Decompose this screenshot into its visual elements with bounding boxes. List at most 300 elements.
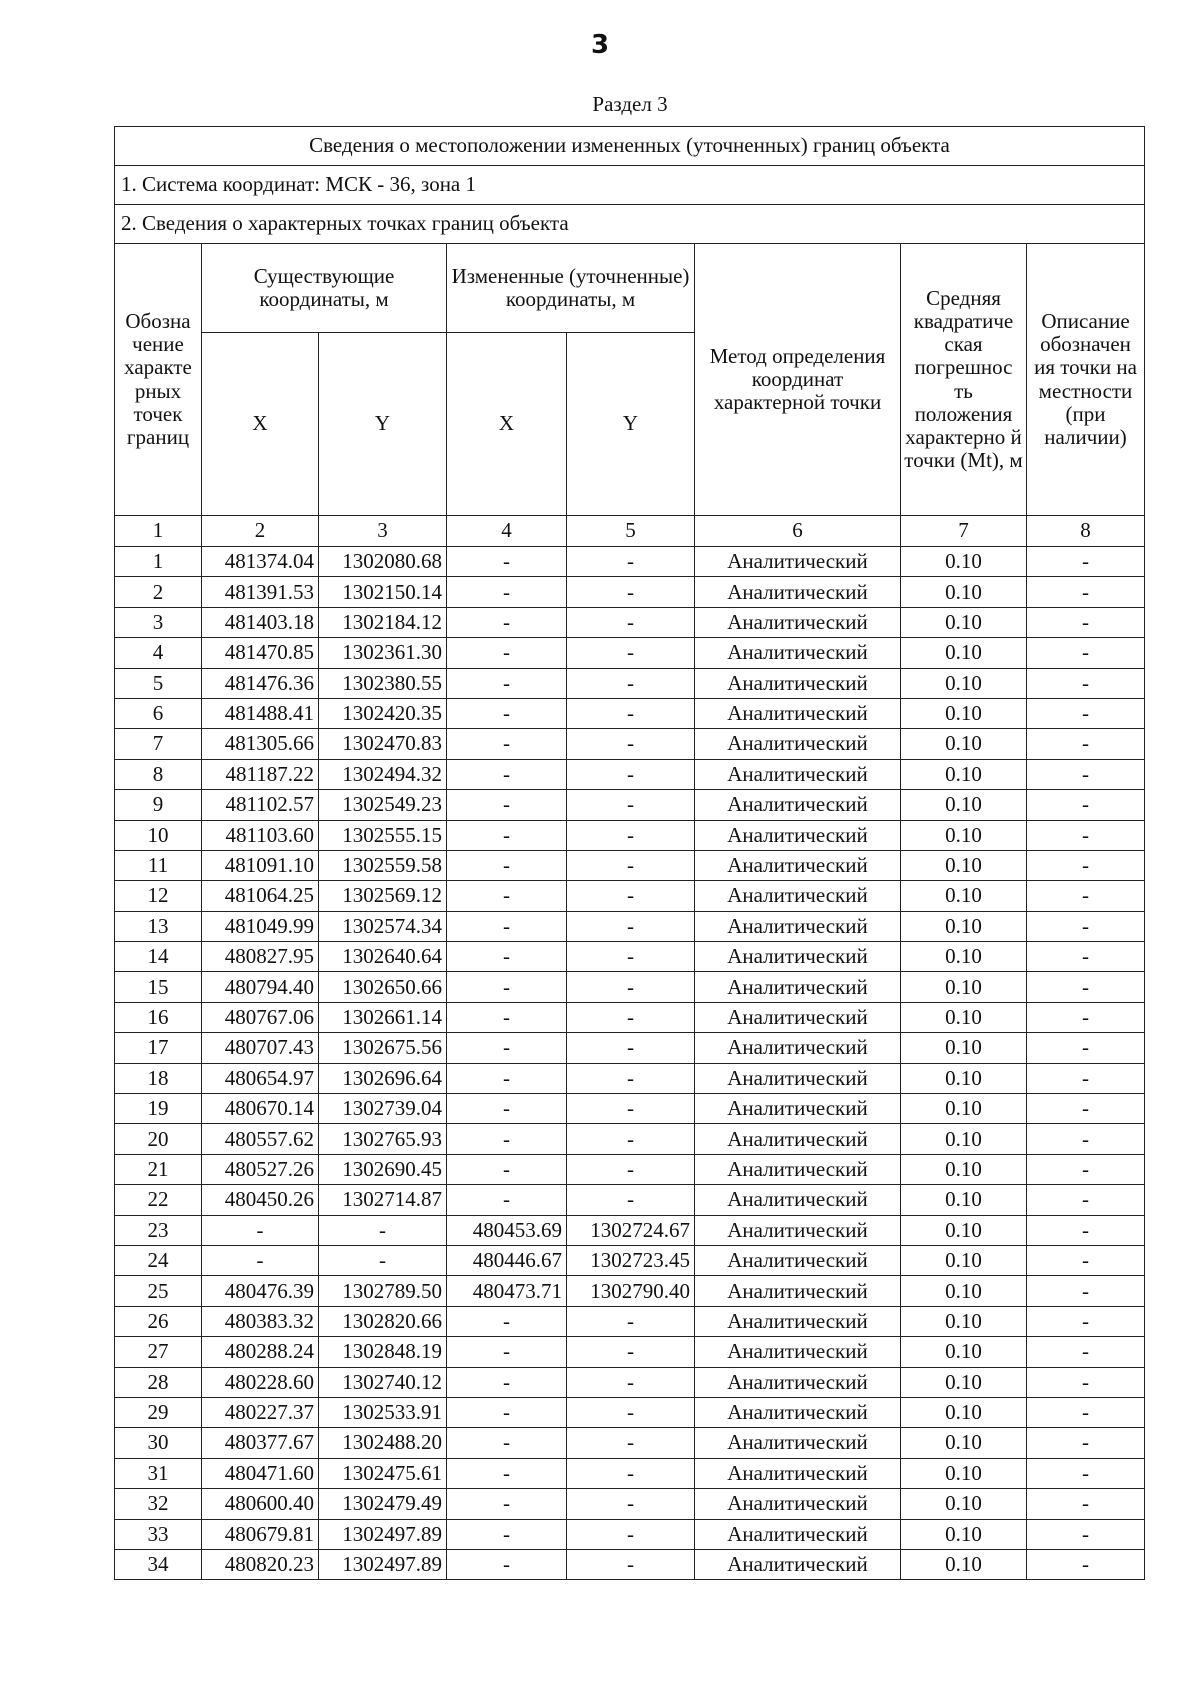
changed-y-cell: - [567, 1549, 695, 1579]
point-number-cell: 33 [115, 1519, 202, 1549]
point-number-cell: 21 [115, 1154, 202, 1184]
changed-y-cell: - [567, 1428, 695, 1458]
changed-x-cell: - [447, 1002, 567, 1032]
method-cell: Аналитический [695, 1489, 901, 1519]
description-cell: - [1027, 1215, 1145, 1245]
table-row [115, 547, 1145, 577]
error-cell: 0.10 [901, 607, 1027, 637]
table-row [115, 1519, 1145, 1549]
existing-y-cell: 1302420.35 [319, 698, 447, 728]
existing-y-cell: 1302184.12 [319, 607, 447, 637]
description-cell: - [1027, 1428, 1145, 1458]
table-row [115, 911, 1145, 941]
existing-y-cell: 1302739.04 [319, 1094, 447, 1124]
changed-y-cell: - [567, 638, 695, 668]
changed-y-cell: - [567, 911, 695, 941]
existing-x-cell: 480471.60 [202, 1458, 319, 1488]
existing-x-cell: 481187.22 [202, 759, 319, 789]
changed-x-cell: - [447, 729, 567, 759]
column-number: 5 [567, 516, 695, 547]
header-existing-x: X [202, 333, 319, 516]
method-cell: Аналитический [695, 1367, 901, 1397]
existing-x-cell: 480827.95 [202, 942, 319, 972]
description-cell: - [1027, 1489, 1145, 1519]
existing-y-cell: 1302475.61 [319, 1458, 447, 1488]
existing-x-cell: 481470.85 [202, 638, 319, 668]
method-cell: Аналитический [695, 1215, 901, 1245]
method-cell: Аналитический [695, 1458, 901, 1488]
column-number: 2 [202, 516, 319, 547]
existing-x-cell: 480670.14 [202, 1094, 319, 1124]
method-cell: Аналитический [695, 607, 901, 637]
existing-x-cell: 480377.67 [202, 1428, 319, 1458]
method-cell: Аналитический [695, 698, 901, 728]
method-cell: Аналитический [695, 577, 901, 607]
changed-y-cell: - [567, 1367, 695, 1397]
changed-y-cell: - [567, 1458, 695, 1488]
changed-x-cell: - [447, 881, 567, 911]
description-cell: - [1027, 1519, 1145, 1549]
error-cell: 0.10 [901, 1519, 1027, 1549]
existing-y-cell: 1302497.89 [319, 1519, 447, 1549]
existing-y-cell: 1302470.83 [319, 729, 447, 759]
table-row [115, 698, 1145, 728]
error-cell: 0.10 [901, 759, 1027, 789]
table-row [115, 1124, 1145, 1154]
description-cell: - [1027, 1185, 1145, 1215]
changed-x-cell: - [447, 1549, 567, 1579]
table-row [115, 1215, 1145, 1245]
method-cell: Аналитический [695, 638, 901, 668]
method-cell: Аналитический [695, 1337, 901, 1367]
changed-x-cell: - [447, 972, 567, 1002]
changed-y-cell: - [567, 1306, 695, 1336]
existing-y-cell: - [319, 1215, 447, 1245]
description-cell: - [1027, 577, 1145, 607]
method-cell: Аналитический [695, 1154, 901, 1184]
table-title: Сведения о местоположении измененных (уточненных) границ объекта [115, 127, 1145, 166]
existing-x-cell: 480527.26 [202, 1154, 319, 1184]
changed-x-cell: - [447, 1489, 567, 1519]
existing-y-cell: - [319, 1245, 447, 1275]
changed-x-cell: - [447, 1337, 567, 1367]
error-cell: 0.10 [901, 1306, 1027, 1336]
error-cell: 0.10 [901, 881, 1027, 911]
existing-y-cell: 1302361.30 [319, 638, 447, 668]
column-number: 3 [319, 516, 447, 547]
point-number-cell: 31 [115, 1458, 202, 1488]
existing-x-cell: 481403.18 [202, 607, 319, 637]
point-number-cell: 34 [115, 1549, 202, 1579]
header-row-top [115, 244, 1145, 333]
table-title-row [115, 127, 1145, 166]
existing-y-cell: 1302848.19 [319, 1337, 447, 1367]
header-description: Описание обозначен ия точки на местности (при наличии) [1027, 244, 1145, 516]
error-cell: 0.10 [901, 1549, 1027, 1579]
changed-y-cell: - [567, 1124, 695, 1154]
existing-x-cell: 480767.06 [202, 1002, 319, 1032]
existing-x-cell: 481103.60 [202, 820, 319, 850]
error-cell: 0.10 [901, 790, 1027, 820]
point-number-cell: 10 [115, 820, 202, 850]
table-row [115, 850, 1145, 880]
error-cell: 0.10 [901, 1458, 1027, 1488]
error-cell: 0.10 [901, 577, 1027, 607]
existing-x-cell: 480476.39 [202, 1276, 319, 1306]
header-changed-x: X [447, 333, 567, 516]
point-number-cell: 28 [115, 1367, 202, 1397]
method-cell: Аналитический [695, 1124, 901, 1154]
changed-x-cell: - [447, 759, 567, 789]
existing-y-cell: 1302559.58 [319, 850, 447, 880]
table-row [115, 820, 1145, 850]
point-number-cell: 22 [115, 1185, 202, 1215]
existing-x-cell: 481374.04 [202, 547, 319, 577]
method-cell: Аналитический [695, 668, 901, 698]
error-cell: 0.10 [901, 911, 1027, 941]
method-cell: Аналитический [695, 1245, 901, 1275]
table-row [115, 1306, 1145, 1336]
method-cell: Аналитический [695, 790, 901, 820]
point-number-cell: 11 [115, 850, 202, 880]
existing-y-cell: 1302690.45 [319, 1154, 447, 1184]
point-number-cell: 7 [115, 729, 202, 759]
description-cell: - [1027, 1337, 1145, 1367]
changed-x-cell: - [447, 577, 567, 607]
existing-y-cell: 1302533.91 [319, 1397, 447, 1427]
point-number-cell: 32 [115, 1489, 202, 1519]
existing-y-cell: 1302820.66 [319, 1306, 447, 1336]
description-cell: - [1027, 759, 1145, 789]
changed-y-cell: - [567, 1519, 695, 1549]
table-row [115, 1094, 1145, 1124]
existing-x-cell: 481391.53 [202, 577, 319, 607]
table-row [115, 1185, 1145, 1215]
coordinate-system: 1. Система координат: МСК - 36, зона 1 [115, 166, 1145, 205]
error-cell: 0.10 [901, 1276, 1027, 1306]
existing-y-cell: 1302675.56 [319, 1033, 447, 1063]
changed-x-cell: - [447, 1519, 567, 1549]
changed-x-cell: - [447, 607, 567, 637]
point-number-cell: 18 [115, 1063, 202, 1093]
changed-x-cell: 480446.67 [447, 1245, 567, 1275]
changed-x-cell: - [447, 850, 567, 880]
error-cell: 0.10 [901, 638, 1027, 668]
table-row [115, 1033, 1145, 1063]
error-cell: 0.10 [901, 729, 1027, 759]
table-body [115, 127, 1145, 1580]
description-cell: - [1027, 942, 1145, 972]
existing-x-cell: 480383.32 [202, 1306, 319, 1336]
description-cell: - [1027, 1033, 1145, 1063]
changed-y-cell: - [567, 729, 695, 759]
method-cell: Аналитический [695, 1397, 901, 1427]
changed-y-cell: - [567, 1094, 695, 1124]
description-cell: - [1027, 1397, 1145, 1427]
point-number-cell: 4 [115, 638, 202, 668]
point-number-cell: 23 [115, 1215, 202, 1245]
header-existing-y: Y [319, 333, 447, 516]
error-cell: 0.10 [901, 1397, 1027, 1427]
method-cell: Аналитический [695, 942, 901, 972]
point-number-cell: 12 [115, 881, 202, 911]
point-number-cell: 8 [115, 759, 202, 789]
changed-x-cell: - [447, 790, 567, 820]
description-cell: - [1027, 638, 1145, 668]
point-number-cell: 9 [115, 790, 202, 820]
existing-y-cell: 1302650.66 [319, 972, 447, 1002]
changed-y-cell: - [567, 820, 695, 850]
error-cell: 0.10 [901, 698, 1027, 728]
table-row [115, 1337, 1145, 1367]
error-cell: 0.10 [901, 972, 1027, 1002]
existing-x-cell: - [202, 1245, 319, 1275]
existing-x-cell: 480820.23 [202, 1549, 319, 1579]
changed-x-cell: 480453.69 [447, 1215, 567, 1245]
column-number: 7 [901, 516, 1027, 547]
point-number-cell: 19 [115, 1094, 202, 1124]
column-number: 4 [447, 516, 567, 547]
existing-x-cell: 481488.41 [202, 698, 319, 728]
table-row [115, 1367, 1145, 1397]
existing-y-cell: 1302640.64 [319, 942, 447, 972]
changed-x-cell: - [447, 1124, 567, 1154]
changed-y-cell: - [567, 1063, 695, 1093]
existing-x-cell: 480679.81 [202, 1519, 319, 1549]
table-row [115, 972, 1145, 1002]
changed-x-cell: 480473.71 [447, 1276, 567, 1306]
existing-y-cell: 1302696.64 [319, 1063, 447, 1093]
changed-y-cell: - [567, 850, 695, 880]
error-cell: 0.10 [901, 1094, 1027, 1124]
point-number-cell: 29 [115, 1397, 202, 1427]
changed-y-cell: - [567, 1002, 695, 1032]
changed-y-cell: - [567, 942, 695, 972]
error-cell: 0.10 [901, 850, 1027, 880]
existing-y-cell: 1302479.49 [319, 1489, 447, 1519]
column-number: 8 [1027, 516, 1145, 547]
method-cell: Аналитический [695, 1063, 901, 1093]
changed-x-cell: - [447, 698, 567, 728]
changed-x-cell: - [447, 1154, 567, 1184]
existing-y-cell: 1302497.89 [319, 1549, 447, 1579]
description-cell: - [1027, 698, 1145, 728]
description-cell: - [1027, 850, 1145, 880]
header-error: Средняя квадратиче ская погрешнос ть положения характерно й точки (Mt), м [901, 244, 1027, 516]
point-number-cell: 26 [115, 1306, 202, 1336]
table-row [115, 607, 1145, 637]
point-number-cell: 30 [115, 1428, 202, 1458]
method-cell: Аналитический [695, 1094, 901, 1124]
table-row [115, 881, 1145, 911]
table-row [115, 1154, 1145, 1184]
existing-y-cell: 1302080.68 [319, 547, 447, 577]
table-row [115, 668, 1145, 698]
existing-y-cell: 1302740.12 [319, 1367, 447, 1397]
changed-x-cell: - [447, 638, 567, 668]
point-number-cell: 17 [115, 1033, 202, 1063]
changed-x-cell: - [447, 1428, 567, 1458]
description-cell: - [1027, 1458, 1145, 1488]
description-cell: - [1027, 1367, 1145, 1397]
table-row [115, 1549, 1145, 1579]
changed-y-cell: - [567, 972, 695, 1002]
description-cell: - [1027, 972, 1145, 1002]
changed-y-cell: - [567, 698, 695, 728]
description-cell: - [1027, 729, 1145, 759]
method-cell: Аналитический [695, 850, 901, 880]
error-cell: 0.10 [901, 1337, 1027, 1367]
column-number-row [115, 516, 1145, 547]
column-number: 1 [115, 516, 202, 547]
point-number-cell: 27 [115, 1337, 202, 1367]
header-changed-coordinates: Измененные (уточненные) координаты, м [447, 244, 695, 333]
point-number-cell: 20 [115, 1124, 202, 1154]
method-cell: Аналитический [695, 729, 901, 759]
existing-y-cell: 1302555.15 [319, 820, 447, 850]
error-cell: 0.10 [901, 820, 1027, 850]
description-cell: - [1027, 1002, 1145, 1032]
existing-x-cell: 481102.57 [202, 790, 319, 820]
changed-y-cell: 1302724.67 [567, 1215, 695, 1245]
existing-x-cell: 481091.10 [202, 850, 319, 880]
existing-x-cell: 481049.99 [202, 911, 319, 941]
coordinate-system-row [115, 166, 1145, 205]
changed-x-cell: - [447, 1306, 567, 1336]
existing-y-cell: 1302380.55 [319, 668, 447, 698]
description-cell: - [1027, 1549, 1145, 1579]
existing-x-cell: - [202, 1215, 319, 1245]
changed-y-cell: 1302723.45 [567, 1245, 695, 1275]
changed-y-cell: - [567, 577, 695, 607]
description-cell: - [1027, 547, 1145, 577]
description-cell: - [1027, 911, 1145, 941]
point-number-cell: 14 [115, 942, 202, 972]
changed-x-cell: - [447, 1063, 567, 1093]
description-cell: - [1027, 1245, 1145, 1275]
table-row [115, 1489, 1145, 1519]
point-number-cell: 15 [115, 972, 202, 1002]
description-cell: - [1027, 1154, 1145, 1184]
table-row [115, 1428, 1145, 1458]
point-number-cell: 24 [115, 1245, 202, 1275]
existing-y-cell: 1302661.14 [319, 1002, 447, 1032]
existing-y-cell: 1302549.23 [319, 790, 447, 820]
column-number: 6 [695, 516, 901, 547]
changed-x-cell: - [447, 911, 567, 941]
changed-y-cell: - [567, 881, 695, 911]
table-row [115, 577, 1145, 607]
point-number-cell: 5 [115, 668, 202, 698]
changed-y-cell: - [567, 759, 695, 789]
description-cell: - [1027, 668, 1145, 698]
changed-x-cell: - [447, 1367, 567, 1397]
method-cell: Аналитический [695, 1428, 901, 1458]
table-row [115, 759, 1145, 789]
existing-y-cell: 1302488.20 [319, 1428, 447, 1458]
existing-x-cell: 480450.26 [202, 1185, 319, 1215]
changed-y-cell: - [567, 607, 695, 637]
existing-x-cell: 480600.40 [202, 1489, 319, 1519]
error-cell: 0.10 [901, 668, 1027, 698]
point-number-cell: 2 [115, 577, 202, 607]
changed-y-cell: - [567, 1185, 695, 1215]
existing-y-cell: 1302574.34 [319, 911, 447, 941]
existing-x-cell: 480228.60 [202, 1367, 319, 1397]
changed-y-cell: - [567, 668, 695, 698]
page-number: 3 [590, 30, 610, 60]
point-number-cell: 1 [115, 547, 202, 577]
changed-y-cell: - [567, 790, 695, 820]
changed-x-cell: - [447, 1185, 567, 1215]
changed-y-cell: - [567, 1033, 695, 1063]
existing-y-cell: 1302765.93 [319, 1124, 447, 1154]
error-cell: 0.10 [901, 1185, 1027, 1215]
existing-y-cell: 1302494.32 [319, 759, 447, 789]
table-row [115, 729, 1145, 759]
error-cell: 0.10 [901, 1002, 1027, 1032]
changed-y-cell: - [567, 1489, 695, 1519]
error-cell: 0.10 [901, 1063, 1027, 1093]
method-cell: Аналитический [695, 1276, 901, 1306]
existing-x-cell: 480557.62 [202, 1124, 319, 1154]
point-number-cell: 3 [115, 607, 202, 637]
error-cell: 0.10 [901, 1154, 1027, 1184]
header-method: Метод определения координат характерной точки [695, 244, 901, 516]
changed-x-cell: - [447, 547, 567, 577]
changed-y-cell: - [567, 1154, 695, 1184]
error-cell: 0.10 [901, 1367, 1027, 1397]
changed-y-cell: - [567, 547, 695, 577]
method-cell: Аналитический [695, 1306, 901, 1336]
point-number-cell: 16 [115, 1002, 202, 1032]
description-cell: - [1027, 1124, 1145, 1154]
table-row [115, 1276, 1145, 1306]
description-cell: - [1027, 1094, 1145, 1124]
header-changed-y: Y [567, 333, 695, 516]
method-cell: Аналитический [695, 1002, 901, 1032]
changed-x-cell: - [447, 668, 567, 698]
changed-y-cell: 1302790.40 [567, 1276, 695, 1306]
existing-y-cell: 1302714.87 [319, 1185, 447, 1215]
description-cell: - [1027, 1276, 1145, 1306]
header-designation: Обозна чение характе рных точек границ [115, 244, 202, 516]
method-cell: Аналитический [695, 1549, 901, 1579]
table-row [115, 638, 1145, 668]
method-cell: Аналитический [695, 759, 901, 789]
table-row [115, 1063, 1145, 1093]
points-heading: 2. Сведения о характерных точках границ объекта [115, 205, 1145, 244]
points-heading-row [115, 205, 1145, 244]
table-row [115, 1002, 1145, 1032]
description-cell: - [1027, 1063, 1145, 1093]
error-cell: 0.10 [901, 1489, 1027, 1519]
error-cell: 0.10 [901, 1033, 1027, 1063]
description-cell: - [1027, 881, 1145, 911]
section-title: Раздел 3 [592, 92, 668, 116]
method-cell: Аналитический [695, 547, 901, 577]
existing-y-cell: 1302150.14 [319, 577, 447, 607]
boundary-points-table [114, 126, 1145, 1580]
existing-x-cell: 480227.37 [202, 1397, 319, 1427]
changed-x-cell: - [447, 820, 567, 850]
method-cell: Аналитический [695, 1185, 901, 1215]
point-number-cell: 13 [115, 911, 202, 941]
existing-x-cell: 480288.24 [202, 1337, 319, 1367]
existing-x-cell: 480654.97 [202, 1063, 319, 1093]
method-cell: Аналитический [695, 911, 901, 941]
existing-y-cell: 1302789.50 [319, 1276, 447, 1306]
